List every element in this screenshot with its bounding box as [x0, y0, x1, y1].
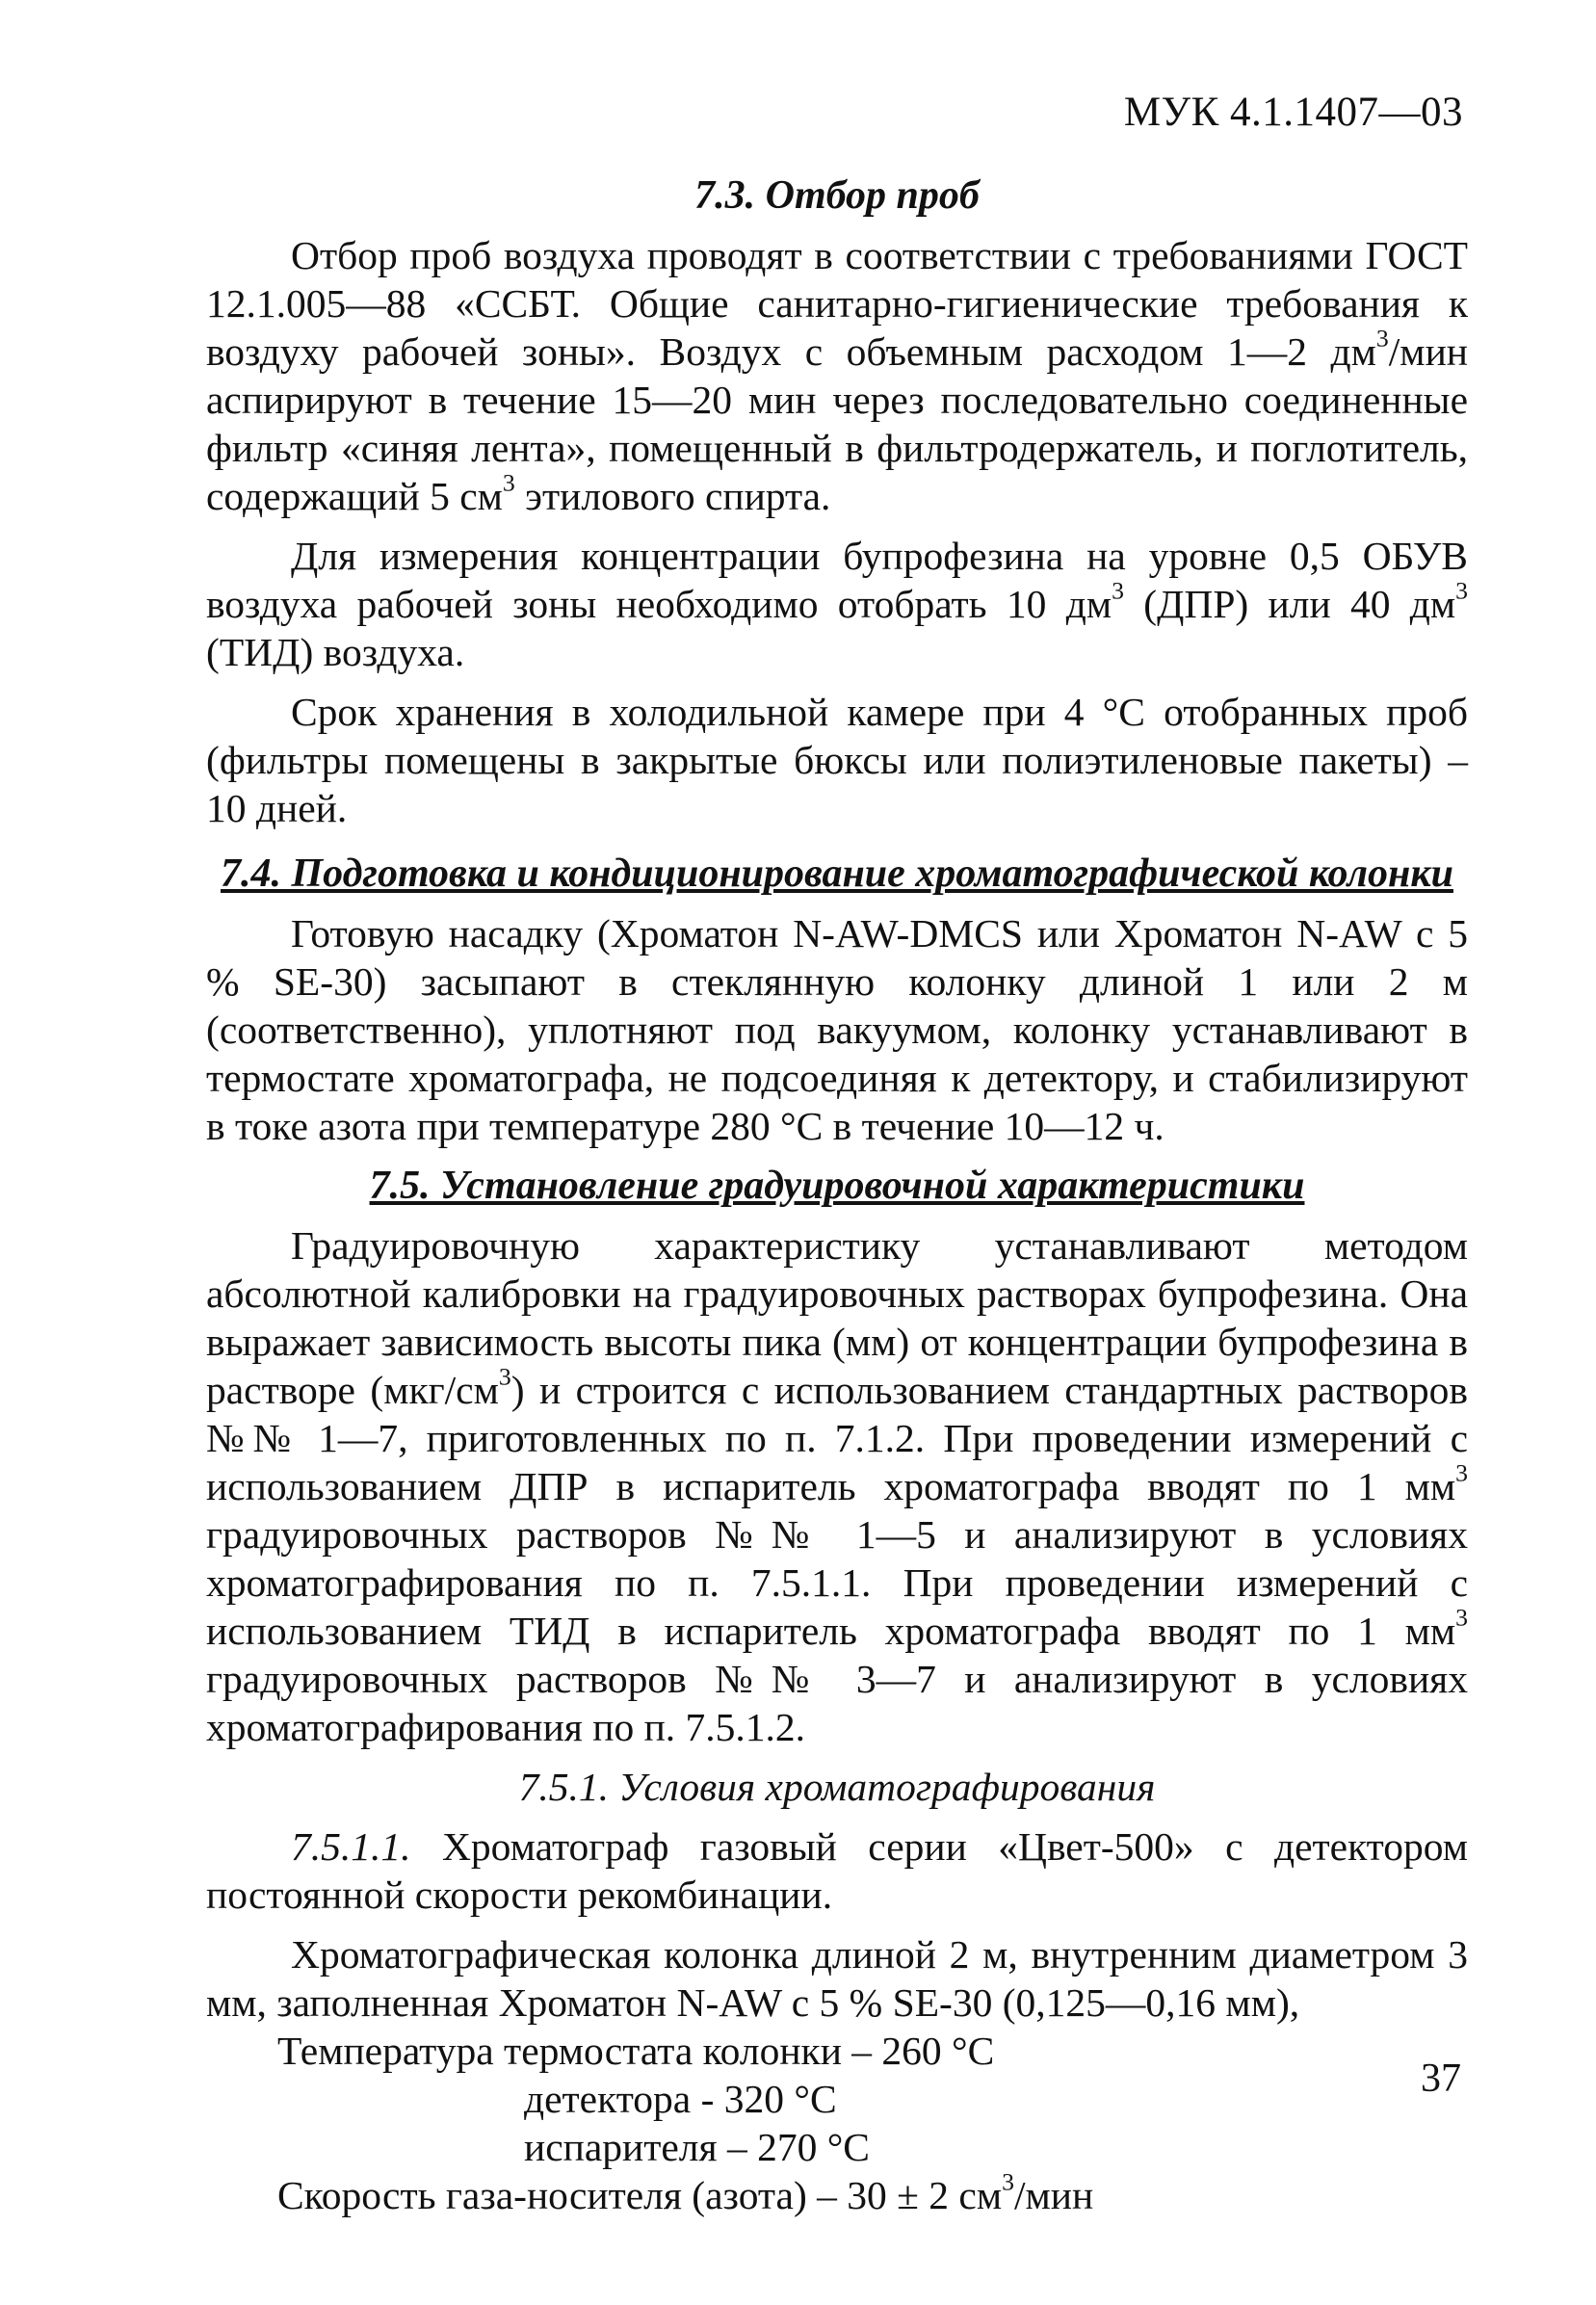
column-temperature: Температура термостата колонки – 260 °С [277, 2029, 995, 2073]
paragraph: 7.5.1.1. Хроматограф газовый серии «Цвет-500» с детектором постоянной скорости рекомбинации. [206, 1824, 1468, 1917]
detector-temperature: детектора - 320 °С [524, 2077, 837, 2121]
evaporator-temperature: испарителя – 270 °С [524, 2125, 870, 2169]
paragraph: Срок хранения в холодильной камере при 4 °С отобранных проб (фильтры помещены в закрытые бюксы или полиэтиленовые пакеты) – 10 дней. [206, 690, 1468, 830]
page-content [206, 171, 1468, 2219]
section-title-7-4: 7.4. Подготовка и кондиционирование хроматографической колонки [220, 851, 1453, 896]
section-title-7-5: 7.5. Установление градуировочной характеристики [369, 1164, 1305, 1208]
section-title-7-3: 7.3. Отбор проб [694, 173, 980, 218]
page-number: 37 [1421, 2056, 1461, 2101]
paragraph: Градуировочную характеристику устанавливают методом абсолютной калибровки на градуировочных растворах бупрофезина. Она выражает зависимость высоты пика (мм) от концентрации бупрофезина в растворе $(мкг/см^3)$ и строится с использованием стандартных растворов №№ 1—7, приготовленных по п. 7.1.2. При проведении измерений с использованием ДПР в испаритель хроматографа вводят по 1 $мм^3$ градуировочных растворов №№ 1—5 и анализируют в условиях хроматографирования по п. 7.5.1.1. При проведении измерений с использованием ТИД в испаритель хроматографа вводят по 1 $мм^3$ градуировочных растворов №№ 3—7 и анализируют в условиях хроматографирования по п. 7.5.1.2. [206, 1223, 1468, 1749]
subsection-title-7-5-1: 7.5.1. Условия хроматографирования [518, 1765, 1156, 1809]
paragraph: Для измерения концентрации бупрофезина на уровне 0,5 ОБУВ воздуха рабочей зоны необходимо отобрать 10 $дм^3$ (ДПР) или 40 $дм^3$ (ТИД) воздуха. [206, 534, 1468, 674]
carrier-gas-rate: Скорость газа-носителя (азота) – 30 ± 2 $см^3$/мин [277, 2167, 1094, 2217]
paragraph: Хроматографическая колонка длиной 2 м, внутренним диаметром 3 мм, заполненная Хроматон N-AW с 5 % SE-30 (0,125—0,16 мм), [206, 1932, 1468, 2025]
paragraph: Готовую насадку (Хроматон N-AW-DMCS или Хроматон N-AW с 5 % SE-30) засыпают в стеклянную колонку длиной 1 или 2 м (соответственно), уплотняют под вакуумом, колонку устанавливают в термостате хроматографа, не подсоединяя к детектору, и стабилизируют в токе азота при температуре 280 °С в течение 10—12 ч. [206, 911, 1468, 1148]
document-code: МУК 4.1.1407—03 [1123, 90, 1463, 135]
paragraph: Отбор проб воздуха проводят в соответствии с требованиями ГОСТ 12.1.005—88 «ССБТ. Общие санитарно-гигиенические требования к воздуху рабочей зоны». Воздух с объемным расходом 1—2 $дм^3$/мин аспирируют в течение 15—20 мин через последовательно соединенные фильтр «синяя лента», помещенный в фильтродержатель, и поглотитель, содержащий 5 $см^3$ этилового спирта. [206, 233, 1468, 518]
